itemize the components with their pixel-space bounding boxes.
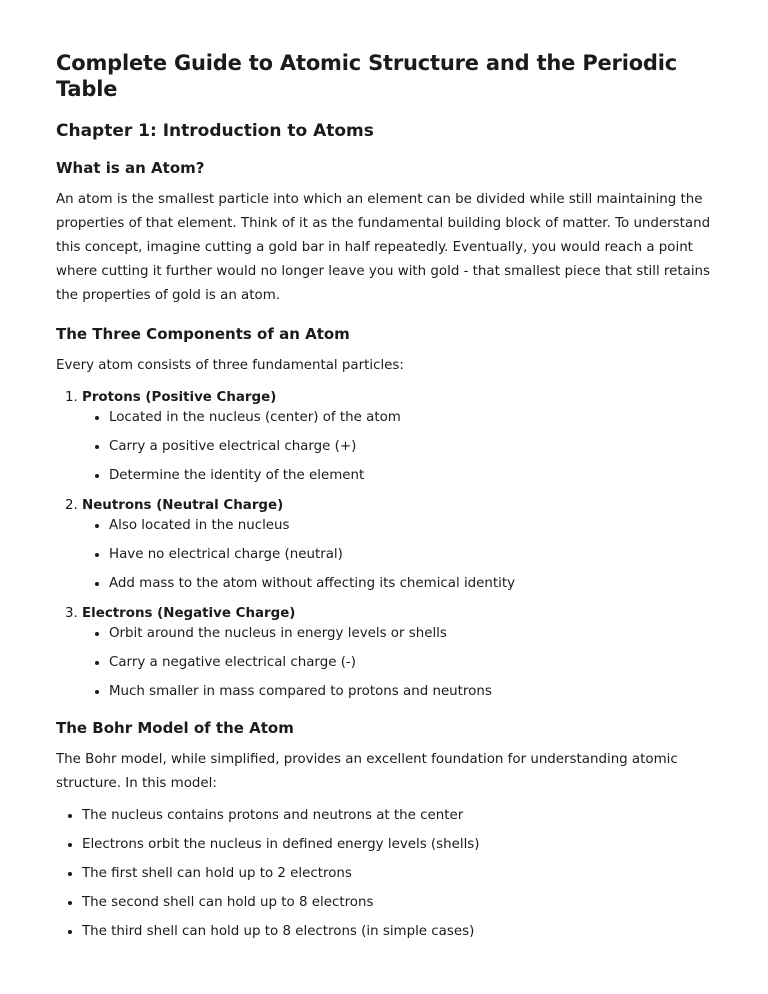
- list-item: • Much smaller in mass compared to protons and neutrons: [109, 682, 712, 702]
- protons-points: [82, 408, 712, 486]
- components-list: [56, 388, 712, 702]
- list-item: • Have no electrical charge (neutral): [109, 545, 712, 565]
- list-item: • The first shell can hold up to 2 electrons: [82, 864, 712, 884]
- list-item: • The third shell can hold up to 8 electrons (in simple cases): [82, 922, 712, 942]
- list-item: • Carry a positive electrical charge (+): [109, 437, 712, 457]
- list-item: • Determine the identity of the element: [109, 466, 712, 486]
- list-item: • Add mass to the atom without affecting its chemical identity: [109, 574, 712, 594]
- list-item: • The second shell can hold up to 8 electrons: [82, 893, 712, 913]
- paragraph-components-intro: Every atom consists of three fundamental particles:: [56, 358, 404, 373]
- list-item-electrons: [82, 604, 712, 702]
- list-item-neutrons: [82, 496, 712, 594]
- list-item-protons: [82, 388, 712, 486]
- list-item: • Orbit around the nucleus in energy levels or shells: [109, 624, 712, 644]
- electrons-points: [82, 624, 712, 702]
- list-item: • Located in the nucleus (center) of the atom: [109, 408, 712, 428]
- bohr-points-list: [56, 806, 712, 942]
- section-heading-bohr: The Bohr Model of the Atom: [56, 719, 294, 737]
- list-item: • Carry a negative electrical charge (-): [109, 653, 712, 673]
- paragraph-what-is-atom: An atom is the smallest particle into which an element can be divided while still maintaining the properties of that element. Think of it as the fundamental building block of matter. To understand this concept, imagine cutting a gold bar in half repeatedly. Eventually, you would reach a point where cutting it further would no longer leave you with gold - that smallest piece that still retains the properties of gold is an atom.: [56, 192, 711, 303]
- list-item-title: Electrons (Negative Charge): [82, 606, 296, 621]
- neutrons-points: [82, 516, 712, 594]
- list-item-title: Neutrons (Neutral Charge): [82, 498, 284, 513]
- page-title: Complete Guide to Atomic Structure and the Periodic Table: [56, 51, 678, 101]
- section-heading-components: The Three Components of an Atom: [56, 325, 350, 343]
- chapter-heading: Chapter 1: Introduction to Atoms: [56, 121, 374, 141]
- section-heading-what-is-atom: What is an Atom?: [56, 159, 205, 177]
- list-item: • Electrons orbit the nucleus in defined energy levels (shells): [82, 835, 712, 855]
- list-item: • The nucleus contains protons and neutrons at the center: [82, 806, 712, 826]
- list-item-title: Protons (Positive Charge): [82, 390, 277, 405]
- paragraph-bohr-intro: The Bohr model, while simplified, provides an excellent foundation for understanding atomic structure. In this model:: [56, 752, 678, 791]
- list-item: • Also located in the nucleus: [109, 516, 712, 536]
